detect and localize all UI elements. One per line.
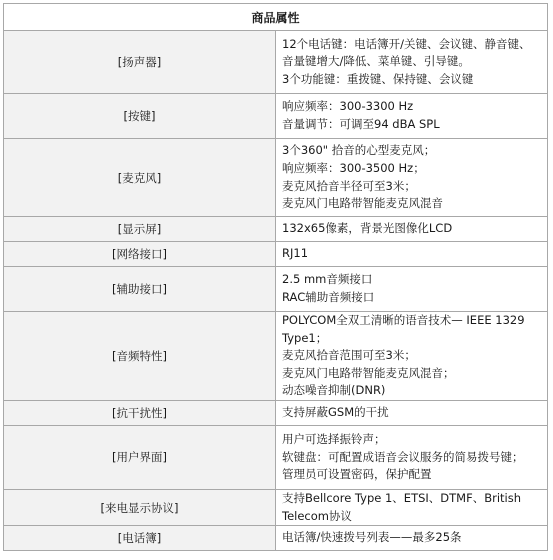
table-row: [4, 400, 548, 425]
row-label-interference: [抗干扰性]: [4, 400, 276, 425]
value-line: RAC辅助音频接口: [282, 290, 375, 304]
row-label-user-interface: [用户界面]: [4, 425, 276, 489]
row-value-user-interface: [276, 425, 548, 489]
value-line: 音量调节：可调至94 dBA SPL: [282, 117, 440, 131]
product-attributes-table: [3, 3, 548, 551]
value-line: 2.5 mm音频接口: [282, 272, 373, 287]
row-label-microphone: [麦克风]: [4, 139, 276, 217]
value-line: 麦克风拾音半径可至3米；: [282, 178, 416, 193]
table-row: [4, 312, 548, 401]
value-line: 3个功能键：重拨键、保持键、会议键: [282, 71, 474, 86]
table-row: [4, 489, 548, 525]
row-value-keys: [276, 94, 548, 139]
row-label-speaker: [扬声器]: [4, 31, 276, 94]
table-row: [4, 94, 548, 139]
row-value-microphone: [276, 139, 548, 217]
row-value-speaker: [276, 31, 548, 94]
row-value-interference: [276, 400, 548, 425]
row-value-display: [276, 217, 548, 242]
row-label-network-port: [网络接口]: [4, 242, 276, 267]
table-row: [4, 267, 548, 312]
value-line: 132x65像素，背景光图像化LCD: [282, 221, 453, 236]
row-value-caller-id: [276, 489, 548, 525]
table-title: 商品属性: [4, 4, 548, 31]
value-line: 响应频率：300-3500 Hz；: [282, 160, 425, 175]
table-row: [4, 217, 548, 242]
value-line: 3个360" 拾音的心型麦克风；: [282, 143, 436, 158]
table-row: [4, 139, 548, 217]
value-line: 12个电话键：电话簿开/关键、会议键、静音键、音量键增大/降低、菜单键、引导键。: [282, 36, 531, 69]
value-line: POLYCOM全双工清晰的语音技术— IEEE 1329 Type1；: [282, 313, 525, 345]
value-line: 软键盘：可配置成语音会议服务的简易拨号键；: [282, 449, 524, 464]
row-label-phonebook: [电话簿]: [4, 526, 276, 551]
value-line: 麦克风门电路带智能麦克风混音: [282, 196, 443, 211]
row-label-aux-port: [辅助接口]: [4, 267, 276, 312]
value-line: 麦克风拾音范围可至3米；: [282, 348, 416, 363]
value-line: 支持Bellcore Type 1、ETSI、DTMF、British Telecom协议: [282, 490, 522, 523]
row-value-audio-features: [276, 312, 548, 401]
row-label-caller-id: [来电显示协议]: [4, 489, 276, 525]
row-label-audio-features: [音频特性]: [4, 312, 276, 401]
row-value-network-port: [276, 242, 548, 267]
table-header-row: [4, 4, 548, 31]
row-label-keys: [按键]: [4, 94, 276, 139]
value-line: 电话簿/快速拨号列表——最多25条: [282, 530, 462, 545]
value-line: 响应频率：300-3300 Hz: [282, 99, 414, 114]
value-line: 管理员可设置密码，保护配置: [282, 467, 432, 482]
value-line: 用户可选择振铃声；: [282, 432, 386, 447]
row-value-aux-port: [276, 267, 548, 312]
table-row: [4, 425, 548, 489]
row-value-phonebook: [276, 526, 548, 551]
table-row: [4, 526, 548, 551]
value-line: 动态噪音抑制(DNR): [282, 383, 386, 398]
value-line: RJ11: [282, 246, 309, 261]
table-row: [4, 242, 548, 267]
value-line: 支持屏蔽GSM的干扰: [282, 405, 389, 420]
row-label-display: [显示屏]: [4, 217, 276, 242]
table-row: [4, 31, 548, 94]
value-line: 麦克风门电路带智能麦克风混音；: [282, 365, 455, 380]
